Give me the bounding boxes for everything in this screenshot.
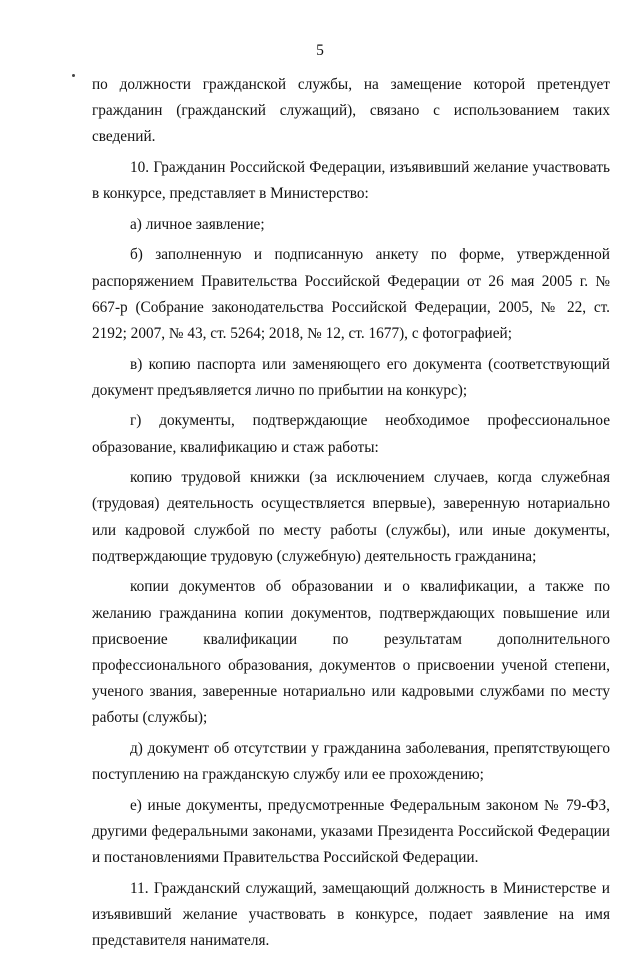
paragraph-clause-10: 10. Гражданин Российской Федерации, изъявивший желание участвовать в конкурсе, представляет в Министерство: <box>92 159 610 203</box>
paragraph-item-a: а) личное заявление; <box>130 215 265 233</box>
paragraph-item-v: в) копию паспорта или заменяющего его документа (соответствующий документ предъявляется лично по прибытии на конкурс); <box>92 355 610 399</box>
paragraph-workbook-copy: копию трудовой книжки (за исключением случаев, когда служебная (трудовая) деятельность осуществляется впервые), заверенную нотариально или кадровой службой по месту работы (службы), или иные документы, подтверждающие трудовую (служебную) деятельность гражданина; <box>92 469 610 565</box>
paragraph-continuation: по должности гражданской службы, на замещение которой претендует гражданин (гражданский служащий), связано с использованием таких сведений. <box>92 76 610 146</box>
paragraph-item-b: б) заполненную и подписанную анкету по форме, утвержденной распоряжением Правительства Российской Федерации от 26 мая 2005 г. № 667-р (Собрание законодательства Российской Федерации, 2005, № 22, ст. 2192; 2007, № 43, ст. 5264; 2018, № 12, ст. 1677), с фотографией; <box>92 246 610 342</box>
paragraph-item-g: г) документы, подтверждающие необходимое профессиональное образование, квалификацию и стаж работы: <box>92 412 610 456</box>
paragraph-item-e: е) иные документы, предусмотренные Федеральным законом № 79-ФЗ, другими федеральными законами, указами Президента Российской Федерации и постановлениями Правительства Российской Федерации. <box>92 796 610 867</box>
paragraph-item-d: д) документ об отсутствии у гражданина заболевания, препятствующего поступлению на гражданскую службу или ее прохождению; <box>92 740 610 784</box>
page-number: 5 <box>316 42 324 59</box>
paragraph-clause-11: 11. Гражданский служащий, замещающий должность в Министерстве и изъявивший желание участвовать в конкурсе, подает заявление на имя представителя нанимателя. <box>92 879 610 950</box>
document-body <box>92 72 610 959</box>
scan-speck <box>72 74 75 77</box>
paragraph-education-copies: копии документов об образовании и о квалификации, а также по желанию гражданина копии документов, подтверждающих повышение или присвоение квалификации по результатам дополнительного профессионального образования, документов о присвоении ученой степени, ученого звания, заверенные нотариально или кадровыми службами по месту работы (службы); <box>92 578 610 727</box>
